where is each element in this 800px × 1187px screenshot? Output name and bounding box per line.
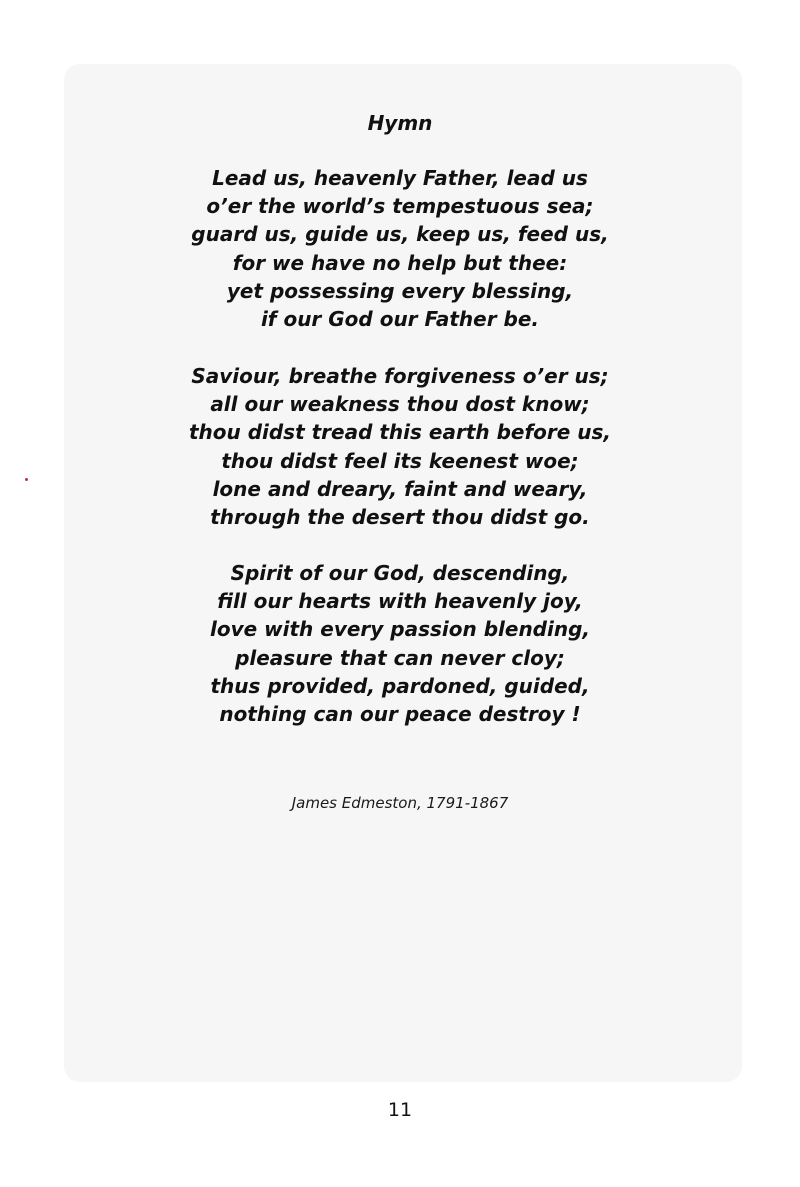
stanza-line: for we have no help but thee:	[232, 250, 568, 275]
stanza-line: thou didst tread this earth before us,	[188, 420, 612, 445]
stanza-line: nothing can our peace destroy !	[219, 702, 581, 727]
stanza-line: through the desert thou didst go.	[210, 505, 590, 530]
stanza-3	[0, 559, 800, 728]
stanza-line: thou didst feel its keenest woe;	[221, 448, 579, 473]
stanza-line: guard us, guide us, keep us, feed us,	[191, 222, 609, 247]
stanza-line: pleasure that can never cloy;	[235, 645, 565, 670]
author-attribution: James Edmeston, 1791-1867	[291, 794, 509, 812]
stanza-line: o’er the world’s tempestuous sea;	[206, 194, 594, 219]
stanza-line: yet possessing every blessing,	[226, 278, 574, 303]
stanza-1	[0, 164, 800, 333]
page-number: 11	[387, 1099, 413, 1121]
stanza-line: Lead us, heavenly Father, lead us	[212, 166, 588, 190]
stanza-line: all our weakness thou dost know;	[210, 392, 590, 417]
stanza-line: Spirit of our God, descending,	[230, 561, 570, 585]
stanza-line: thus provided, pardoned, guided,	[210, 673, 590, 698]
stanza-line: lone and dreary, faint and weary,	[212, 476, 588, 501]
stanza-line: if our God our Father be.	[260, 307, 540, 332]
hymn-title: Hymn	[367, 111, 433, 135]
stanza-line: love with every passion blending,	[210, 617, 590, 642]
stanza-2	[0, 362, 800, 531]
stanza-line: Saviour, breathe forgiveness o’er us;	[191, 364, 609, 388]
stanza-line: fill our hearts with heavenly joy,	[217, 589, 583, 614]
